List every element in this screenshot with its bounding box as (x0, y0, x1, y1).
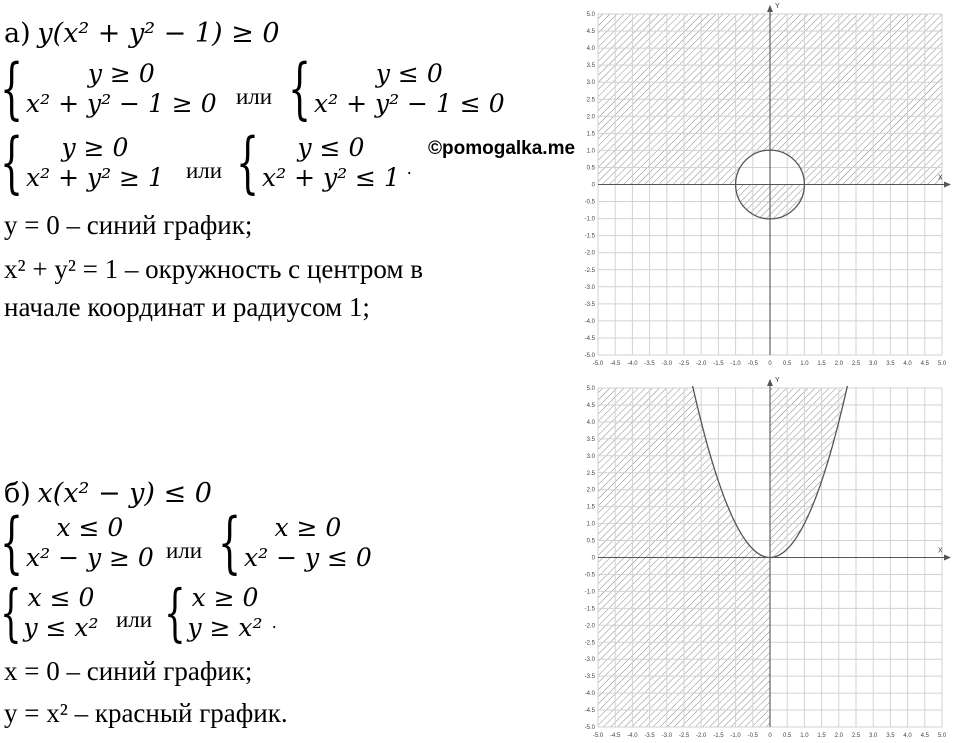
y-tick-label: -2.5 (584, 267, 595, 274)
y-axis-arrow-icon (767, 5, 773, 12)
part-a-system1-right (288, 50, 505, 127)
x-tick-label: 0.5 (783, 733, 792, 739)
x-tick-label: -3.5 (644, 733, 655, 739)
y-tick-label: -3.0 (584, 284, 595, 291)
y-tick-label: -3.0 (584, 657, 595, 664)
x-tick-label: 1.5 (817, 361, 826, 367)
x-tick-label: 4.5 (920, 361, 929, 367)
y-tick-label: -3.5 (584, 301, 595, 308)
system-row: x ≤ 0 (27, 583, 95, 612)
part-b-header (4, 480, 212, 507)
x-tick-label: 2.0 (834, 361, 843, 367)
y-tick-label: 4.0 (586, 46, 595, 53)
system-row: y ≥ x² (187, 613, 263, 642)
y-tick-label: -4.5 (584, 335, 595, 342)
part-b-blue-line-text: x = 0 – синий график; (4, 656, 253, 686)
part-a-label: а) (4, 18, 31, 49)
y-tick-label: -0.5 (584, 199, 595, 206)
y-tick-label: 0 (591, 555, 595, 562)
x-tick-label: 2.5 (851, 733, 861, 739)
shaded-region (598, 378, 849, 727)
x-tick-label: -0.5 (747, 361, 758, 367)
brace-icon: { (236, 124, 260, 201)
y-tick-label: -1.0 (584, 589, 595, 596)
y-tick-label: -5.0 (584, 725, 595, 731)
x-tick-label: -4.0 (627, 361, 638, 367)
x-axis-arrow-icon (944, 182, 951, 188)
y-tick-label: -3.5 (584, 674, 595, 681)
part-b-inequality: x(x² − y) ≤ 0 (37, 478, 212, 509)
x-axis-label: X (938, 174, 943, 182)
y-axis-label: Y (775, 3, 780, 10)
part-a-circle-text-2: начале координат и радиусом 1; (4, 292, 370, 322)
part-a-system2-left (0, 124, 164, 201)
y-tick-label: 4.5 (586, 402, 595, 409)
x-tick-label: 4.0 (903, 361, 912, 367)
y-axis-label: Y (775, 377, 780, 384)
x-tick-label: -5.0 (592, 361, 604, 367)
x-tick-label: 0 (768, 361, 772, 367)
x-tick-label: 3.0 (869, 361, 878, 367)
x-tick-label: -4.0 (627, 733, 638, 739)
x-tick-label: -1.0 (730, 733, 741, 739)
x-tick-label: 1.5 (817, 733, 826, 739)
x-tick-label: -5.0 (592, 733, 604, 739)
period: . (407, 158, 412, 178)
system-row: y ≤ 0 (297, 133, 365, 162)
x-tick-label: 0.5 (783, 361, 792, 367)
part-b-system2-left (0, 576, 99, 649)
x-axis-arrow-icon (944, 555, 951, 561)
x-tick-label: 2.5 (851, 361, 861, 367)
system-row: y ≥ 0 (87, 59, 155, 88)
y-tick-label: 3.0 (586, 80, 595, 87)
x-tick-label: -2.0 (696, 733, 707, 739)
y-tick-label: -5.0 (584, 353, 595, 359)
x-tick-label: -4.5 (610, 733, 621, 739)
y-tick-label: 3.5 (586, 436, 595, 443)
x-tick-label: -2.5 (678, 733, 690, 739)
y-tick-label: 1.5 (586, 504, 595, 511)
part-b-system1-right (218, 504, 372, 581)
part-a-header (4, 20, 280, 47)
brace-icon: { (0, 504, 24, 581)
x-tick-label: 1.0 (800, 361, 809, 367)
system-row: x ≥ 0 (191, 583, 259, 612)
y-tick-label: -4.0 (584, 691, 595, 698)
system-row: x² − y ≤ 0 (244, 543, 372, 572)
y-tick-label: 0 (591, 182, 595, 189)
x-tick-label: -1.5 (713, 733, 724, 739)
y-tick-label: -1.5 (584, 233, 595, 240)
x-tick-label: -1.5 (713, 361, 724, 367)
part-a-circle-text: x² + y² = 1 – окружность с центром в (4, 254, 423, 284)
x-tick-label: -2.0 (696, 361, 707, 367)
part-b-red-line-text: y = x² – красный график. (4, 698, 288, 728)
part-a-inequality: y(x² + y² − 1) ≥ 0 (37, 18, 280, 49)
graph-circle (560, 0, 960, 370)
system-row: x ≤ 0 (56, 513, 124, 542)
system-row: y ≤ 0 (375, 59, 443, 88)
y-tick-label: 1.0 (586, 521, 595, 528)
x-tick-label: 5.0 (937, 361, 947, 367)
y-tick-label: 0.5 (586, 165, 595, 172)
x-axis-label: X (938, 547, 943, 555)
or-word: или (236, 84, 273, 109)
part-a-system1-left (0, 50, 217, 127)
part-b-system2-right (164, 576, 263, 649)
x-tick-label: 2.0 (834, 733, 843, 739)
x-tick-label: -3.5 (644, 361, 655, 367)
y-tick-label: 3.5 (586, 63, 595, 70)
x-tick-label: 3.0 (869, 733, 878, 739)
y-tick-label: 1.0 (586, 148, 595, 155)
system-row: x ≥ 0 (274, 513, 342, 542)
graph-parabola (560, 374, 960, 743)
y-tick-label: 4.0 (586, 419, 595, 426)
x-tick-label: -4.5 (610, 361, 621, 367)
x-tick-label: -2.5 (678, 361, 690, 367)
y-tick-label: 4.5 (586, 29, 595, 36)
y-tick-label: -1.5 (584, 606, 595, 613)
x-tick-label: -0.5 (747, 733, 758, 739)
brace-icon: { (288, 50, 312, 127)
or-word: или (116, 607, 153, 632)
y-tick-label: 2.0 (586, 114, 595, 121)
y-tick-label: 5.0 (586, 386, 595, 392)
brace-icon: { (0, 576, 22, 649)
y-tick-label: -2.0 (584, 250, 595, 257)
y-tick-label: 5.0 (586, 12, 595, 18)
system-row: y ≥ 0 (61, 133, 129, 162)
x-tick-label: -3.0 (661, 361, 672, 367)
y-tick-label: -4.5 (584, 708, 595, 715)
y-axis-arrow-icon (767, 379, 773, 386)
part-b-label: б) (4, 478, 31, 509)
part-a-system2-right (236, 124, 400, 201)
watermark: ©pomogalka.me (428, 138, 576, 159)
brace-icon: { (0, 50, 24, 127)
y-tick-label: 0.5 (586, 538, 595, 545)
or-word: или (166, 538, 203, 563)
y-tick-label: -4.0 (584, 318, 595, 325)
part-a-blue-line-text: y = 0 – синий график; (4, 210, 253, 240)
y-tick-label: 1.5 (586, 131, 595, 138)
x-tick-label: 3.5 (886, 733, 895, 739)
y-tick-label: 2.5 (586, 470, 595, 477)
y-tick-label: -2.0 (584, 623, 595, 630)
x-tick-label: -3.0 (661, 733, 672, 739)
y-tick-label: 2.0 (586, 487, 595, 494)
x-tick-label: -1.0 (730, 361, 741, 367)
brace-icon: { (0, 124, 24, 201)
y-tick-label: -2.5 (584, 640, 595, 647)
system-row: x² + y² − 1 ≥ 0 (26, 89, 217, 118)
or-word: или (186, 158, 223, 183)
y-tick-label: -1.0 (584, 216, 595, 223)
system-row: x² − y ≥ 0 (26, 543, 154, 572)
system-row: x² + y² ≤ 1 (262, 163, 400, 192)
x-tick-label: 4.0 (903, 733, 912, 739)
system-row: y ≤ x² (23, 613, 99, 642)
y-tick-label: -0.5 (584, 572, 595, 579)
y-tick-label: 3.0 (586, 453, 595, 460)
part-b-system1-left (0, 504, 154, 581)
x-tick-label: 1.0 (800, 733, 809, 739)
system-row: x² + y² ≥ 1 (26, 163, 164, 192)
system-row: x² + y² − 1 ≤ 0 (314, 89, 505, 118)
brace-icon: { (164, 576, 186, 649)
y-tick-label: 2.5 (586, 97, 595, 104)
period: . (272, 612, 277, 632)
x-tick-label: 5.0 (937, 733, 947, 739)
x-tick-label: 3.5 (886, 361, 895, 367)
brace-icon: { (218, 504, 242, 581)
x-tick-label: 4.5 (920, 733, 929, 739)
x-tick-label: 0 (768, 733, 772, 739)
